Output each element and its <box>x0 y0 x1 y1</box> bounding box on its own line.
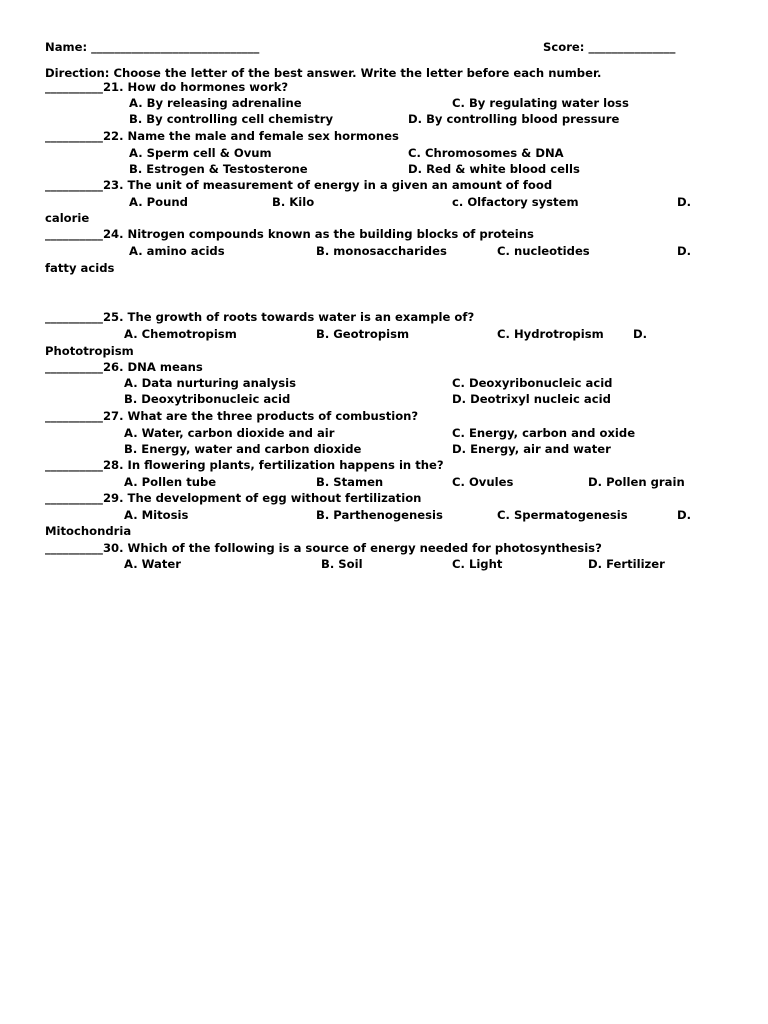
choice-26-a: A. Data nurturing analysis <box>124 376 296 390</box>
question-29: __________29. The development of egg without fertilization <box>45 491 422 505</box>
choice-29-b: B. Parthenogenesis <box>316 508 443 522</box>
choice-24-d-wrap: fatty acids <box>45 261 115 275</box>
choice-29-d: D. <box>677 508 692 522</box>
question-26: __________26. DNA means <box>45 360 203 374</box>
choice-27-b: B. Energy, water and carbon dioxide <box>124 442 362 456</box>
choice-21-b: B. By controlling cell chemistry <box>129 112 334 126</box>
choice-27-c: C. Energy, carbon and oxide <box>452 426 636 440</box>
choice-21-d: D. By controlling blood pressure <box>408 112 620 126</box>
choice-23-d: D. <box>677 195 692 209</box>
choice-29-a: A. Mitosis <box>124 508 189 522</box>
question-23: __________23. The unit of measurement of energy in a given an amount of food <box>45 178 553 192</box>
question-27: __________27. What are the three products of combustion? <box>45 409 419 423</box>
choice-21-c: C. By regulating water loss <box>452 96 629 110</box>
choice-30-b: B. Soil <box>321 557 363 571</box>
choice-22-a: A. Sperm cell & Ovum <box>129 146 272 160</box>
choice-26-b: B. Deoxytribonucleic acid <box>124 392 291 406</box>
question-25: __________25. The growth of roots towards water is an example of? <box>45 310 475 324</box>
choice-23-b: B. Kilo <box>272 195 315 209</box>
choice-28-b: B. Stamen <box>316 475 384 489</box>
choice-28-d: D. Pollen grain <box>588 475 685 489</box>
choice-25-b: B. Geotropism <box>316 327 410 341</box>
choice-29-d-wrap: Mitochondria <box>45 524 132 538</box>
name-field: Name: _____________________________ <box>45 40 260 54</box>
choice-23-c: c. Olfactory system <box>452 195 579 209</box>
choice-25-c: C. Hydrotropism <box>497 327 604 341</box>
question-30: __________30. Which of the following is a source of energy needed for photosynthesis? <box>45 541 602 555</box>
choice-30-a: A. Water <box>124 557 181 571</box>
question-28: __________28. In flowering plants, fertilization happens in the? <box>45 458 444 472</box>
choice-30-d: D. Fertilizer <box>588 557 665 571</box>
choice-30-c: C. Light <box>452 557 503 571</box>
choice-21-a: A. By releasing adrenaline <box>129 96 302 110</box>
choice-26-d: D. Deotrixyl nucleic acid <box>452 392 611 406</box>
choice-24-b: B. monosaccharides <box>316 244 447 258</box>
choice-24-c: C. nucleotides <box>497 244 590 258</box>
choice-29-c: C. Spermatogenesis <box>497 508 628 522</box>
choice-25-d: D. <box>633 327 648 341</box>
choice-28-c: C. Ovules <box>452 475 514 489</box>
directions: Direction: Choose the letter of the best answer. Write the letter before each number. <box>45 66 602 80</box>
choice-23-d-wrap: calorie <box>45 211 90 225</box>
choice-22-d: D. Red & white blood cells <box>408 162 580 176</box>
choice-24-a: A. amino acids <box>129 244 225 258</box>
question-24: __________24. Nitrogen compounds known as the building blocks of proteins <box>45 227 534 241</box>
score-field: Score: _______________ <box>543 40 676 54</box>
choice-25-a: A. Chemotropism <box>124 327 237 341</box>
choice-28-a: A. Pollen tube <box>124 475 217 489</box>
choice-24-d: D. <box>677 244 692 258</box>
choice-22-c: C. Chromosomes & DNA <box>408 146 564 160</box>
choice-25-d-wrap: Phototropism <box>45 344 134 358</box>
choice-26-c: C. Deoxyribonucleic acid <box>452 376 613 390</box>
choice-22-b: B. Estrogen & Testosterone <box>129 162 308 176</box>
question-21: __________21. How do hormones work? <box>45 80 289 94</box>
choice-27-d: D. Energy, air and water <box>452 442 611 456</box>
choice-27-a: A. Water, carbon dioxide and air <box>124 426 335 440</box>
question-22: __________22. Name the male and female sex hormones <box>45 129 399 143</box>
choice-23-a: A. Pound <box>129 195 188 209</box>
